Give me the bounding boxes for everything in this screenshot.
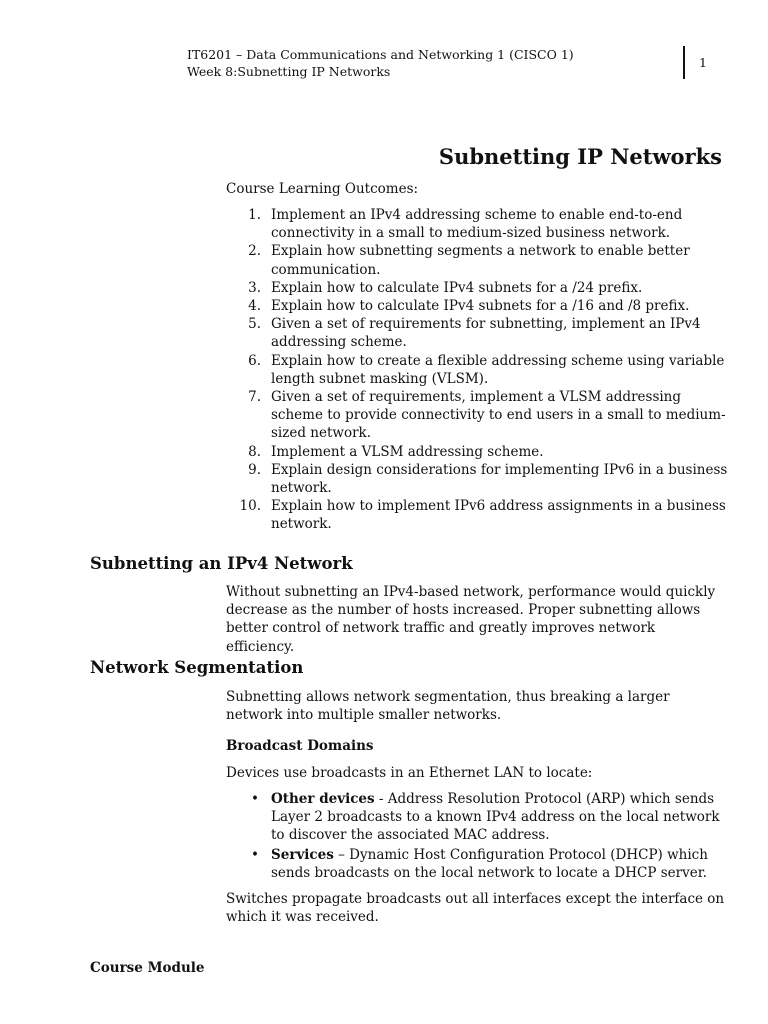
course-line: IT6201 – Data Communications and Networking 1 (CISCO 1) xyxy=(187,47,574,62)
section-paragraph: Without subnetting an IPv4-based network, performance would quickly decrease as the number of hosts increased. Proper subnetting allows better control of network traffic and greatly improves network efficiency. xyxy=(226,584,716,655)
outcome-item: 3. Explain how to calculate IPv4 subnets for a /24 prefix. xyxy=(248,279,643,296)
outcome-item: 4. Explain how to calculate IPv4 subnets for a /16 and /8 prefix. xyxy=(248,298,690,315)
outcomes-label: Course Learning Outcomes: xyxy=(226,181,419,197)
outcomes-list xyxy=(226,206,736,534)
bullet-list xyxy=(226,790,726,882)
outcome-item: 2. Explain how subnetting segments a network to enable better communication. xyxy=(248,243,690,278)
section-paragraph: Subnetting allows network segmentation, thus breaking a larger network into multiple smaller networks. xyxy=(226,689,670,724)
outcome-item: 10. Explain how to implement IPv6 address assignments in a business network. xyxy=(239,498,726,533)
bullet-icon: • xyxy=(251,791,259,807)
outcome-item: 9. Explain design considerations for implementing IPv6 in a business network. xyxy=(248,461,728,497)
outcome-item: 8. Implement a VLSM addressing scheme. xyxy=(248,443,544,460)
bullet-item: • Services – Dynamic Host Configuration Protocol (DHCP) which sends broadcasts on the local network to locate a DHCP server. xyxy=(251,846,708,881)
page-footer: Course Module xyxy=(90,960,205,976)
section-heading-segmentation: Network Segmentation xyxy=(90,658,304,677)
outcome-item: 1. Implement an IPv4 addressing scheme to enable end-to-end connectivity in a small to medium-sized business network. xyxy=(248,207,683,242)
subheading-broadcast-domains: Broadcast Domains xyxy=(226,738,374,754)
outcome-item: 6. Explain how to create a flexible addressing scheme using variable length subnet masking (VLSM). xyxy=(248,352,725,387)
page-header xyxy=(187,46,574,80)
section-heading-subnetting: Subnetting an IPv4 Network xyxy=(90,554,353,573)
bullet-item: • Other devices - Address Resolution Protocol (ARP) which sends Layer 2 broadcasts to a known IPv4 address on the local network to discover the associated MAC address. xyxy=(251,791,720,844)
outcome-item: 7. Given a set of requirements, implement a VLSM addressing scheme to provide connectivity to end users in a small to medium-sized network. xyxy=(248,389,726,442)
closing-paragraph: Switches propagate broadcasts out all interfaces except the interface on which it was received. xyxy=(226,891,725,926)
outcome-item: 5. Given a set of requirements for subnetting, implement an IPv4 addressing scheme. xyxy=(248,316,701,351)
broadcast-intro: Devices use broadcasts in an Ethernet LAN to locate: xyxy=(226,765,593,781)
page-number: 1 xyxy=(699,55,707,70)
week-line: Week 8:Subnetting IP Networks xyxy=(187,64,391,79)
header-divider xyxy=(683,46,685,79)
document-title: Subnetting IP Networks xyxy=(438,144,722,169)
bullet-icon: • xyxy=(251,846,259,863)
